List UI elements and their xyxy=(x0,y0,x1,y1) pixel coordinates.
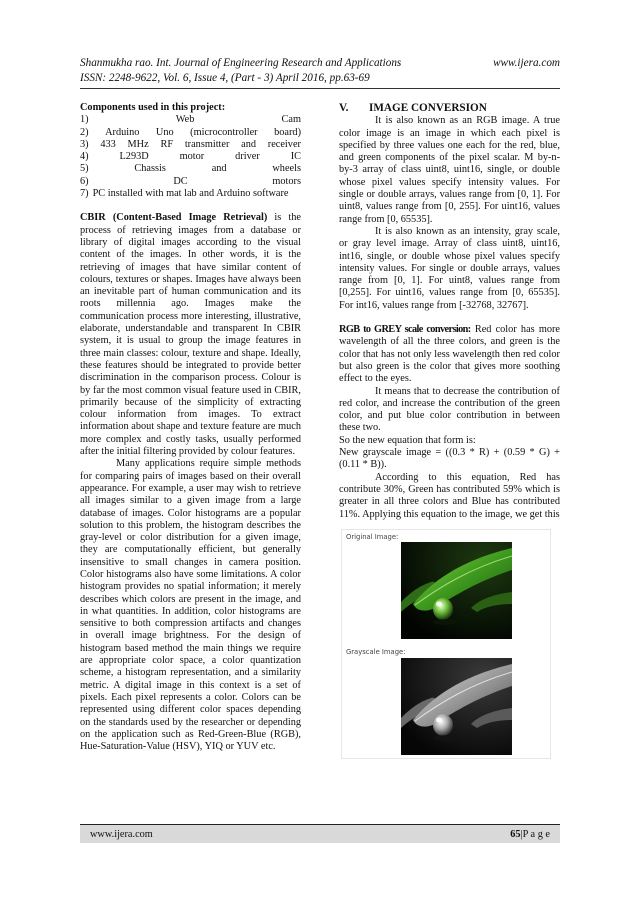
component-word: Uno xyxy=(155,126,174,138)
component-number: 7) xyxy=(80,188,89,200)
component-word: Web xyxy=(175,114,195,126)
footer-website: www.ijera.com xyxy=(90,828,153,840)
page-word: |P a g e xyxy=(520,828,550,840)
component-word: Chassis xyxy=(134,163,166,175)
conversion-paragraph xyxy=(339,324,560,385)
component-number: 4) xyxy=(80,151,89,163)
section-number: V. xyxy=(339,102,349,114)
running-header xyxy=(80,56,560,86)
cbir-paragraph xyxy=(80,212,301,458)
equation-intro: So the new equation that form is: xyxy=(339,434,476,446)
histogram-paragraph: Many applications require simple methods for comparing pairs of images based on their overall appearance. For example, a user may wish to retrieve all images similar to a given image from a large database of images. Color histograms are a popular solution to this problem, the histogram describes the gray-level or color distribution for a given image, they are computationally efficient, but generally insensitive to small changes in camera position. Color histograms also have some limitations. A color histogram provides no spatial information; it merely describes which colors are present in the image, and in what quantities. In addition, color histograms are sensitive to both compression artifacts and changes in overall image brightness. For the design of histogram based method the main things we require are appropriate color space, a color quantization scheme, a histogram representation, and a similarity metric. A digital image in this context is a set of pixels. Each pixel represents a color. Colors can be represented using different color spaces depending on the standards used by the researcher or depending on the application such as Red-Green-Blue (RGB), Hue-Saturation-Value (HSV), YIQ or YUV etc. xyxy=(80,458,301,753)
component-word: (microcontroller xyxy=(190,126,258,138)
component-number: 5) xyxy=(80,163,89,175)
component-number: 2) xyxy=(80,126,89,138)
left-column xyxy=(80,102,301,753)
component-word: DC xyxy=(173,175,188,187)
grayscale-equation: New grayscale image = ((0.3 * R) + (0.59 * G) + (0.11 * B)). xyxy=(339,447,560,471)
components-heading: Components used in this project: xyxy=(80,102,226,113)
components-list xyxy=(80,114,301,200)
equation-explanation: According to this equation, Red has contribute 30%, Green has contributed 59% which is greater in all three colors and Blue has contributed 11%. Applying this equation to the image, we get this xyxy=(339,471,560,520)
journal-website: www.ijera.com xyxy=(493,57,560,69)
header-rule xyxy=(80,88,560,89)
component-word: and xyxy=(211,163,227,175)
conversion-text: Red color has more wavelength of all the three colors, and green is the color that has not only less wavelength then red color but also green is the color that gives more soothing effect to the eyes. xyxy=(339,324,560,385)
page-footer xyxy=(80,824,560,843)
conversion-heading: RGB to GREY scale conversion: xyxy=(339,324,471,336)
component-word: driver xyxy=(235,151,260,163)
grayscale-leaf-image xyxy=(401,658,512,755)
right-column xyxy=(339,102,560,759)
component-number: 1) xyxy=(80,114,89,126)
header-line-1 xyxy=(80,56,560,71)
footer-page xyxy=(500,829,560,840)
rgb-image-paragraph: It is also known as an RGB image. A true color image is an image in which each pixel is specified by three values one each for the red, blue, and green components of the pixel scalar. M by-n-by-3 array of class uint8, uint16, single, or double whose pixel values specify intensity values. For single or double arrays, values range from [0, 1]. For uint8, values range from [0, 255]. For uint16, values range from [0, 65535]. xyxy=(339,115,560,225)
component-word: L293D xyxy=(119,151,149,163)
component-word: 433 xyxy=(100,138,116,150)
component-item xyxy=(80,176,301,188)
component-item xyxy=(80,139,301,151)
component-word: and xyxy=(241,138,257,150)
original-image-label: Original Image: xyxy=(346,532,399,541)
component-word: board) xyxy=(274,126,301,138)
contribution-paragraph: It means that to decrease the contribution of red color, and increase the contribution of the green color, and put blue color contribution in between these two. xyxy=(339,385,560,434)
component-item xyxy=(80,151,301,163)
component-word: transmitter xyxy=(184,138,230,150)
component-item xyxy=(80,188,301,200)
component-number: 3) xyxy=(80,138,89,150)
cbir-text: is the process of retrieving images from a database or library of digital images according to the visual content of the images. In other words, it is the retrieving of images that have similar content of colours, textures or shapes. Images have always been an inevitable part of human communication and its roots millennia ago. Images make the communication process more interesting, illustrative, elaborate, understandable and transparent In CBIR system, it is usual to group the image features in three main classes: colour, texture and shape. Ideally, these features should be integrated to provide better discrimination in the comparison process. Colour is by far the most common visual feature used in CBIR, primarily because of the simplicity of extracting colour information from images. To extract information about shape and texture feature are much more complex and costly tasks, usually performed after the initial filtering provided by colour features. xyxy=(80,212,301,458)
page-number: 65 xyxy=(510,828,521,840)
component-word: RF xyxy=(160,138,174,150)
original-leaf-image xyxy=(401,542,512,639)
section-heading xyxy=(339,102,560,114)
conversion-figure xyxy=(341,529,551,759)
component-item xyxy=(80,163,301,175)
gray-image-paragraph: It is also known as an intensity, gray scale, or gray level image. Array of class uint8, uint16, int16, single, or double whose pixel values specify intensity values. For single or double arrays, values range from [0, 1]. For uint8, values range from [0,255]. For uint16, values range from [0, 65535]. For int16, values range from [-32768, 32767]. xyxy=(339,225,560,311)
component-word: Arduino xyxy=(105,126,140,138)
component-word: wheels xyxy=(272,163,301,175)
component-word: motors xyxy=(272,175,301,187)
component-word: Cam xyxy=(281,114,301,126)
issn-line: ISSN: 2248-9622, Vol. 6, Issue 4, (Part - 3) April 2016, pp.63-69 xyxy=(80,72,370,84)
component-word: motor xyxy=(179,151,205,163)
grayscale-image-label: Grayscale Image: xyxy=(346,647,406,656)
component-word: MHz xyxy=(127,138,149,150)
component-item xyxy=(80,114,301,126)
component-word: PC installed with mat lab and Arduino software xyxy=(92,188,289,200)
component-word: receiver xyxy=(267,138,301,150)
component-number: 6) xyxy=(80,175,89,187)
component-word: IC xyxy=(290,151,301,163)
section-title: IMAGE CONVERSION xyxy=(369,102,487,114)
journal-name: Shanmukha rao. Int. Journal of Engineering Research and Applications xyxy=(80,57,402,69)
component-item xyxy=(80,127,301,139)
cbir-term: CBIR (Content-Based Image Retrieval) xyxy=(80,212,268,224)
